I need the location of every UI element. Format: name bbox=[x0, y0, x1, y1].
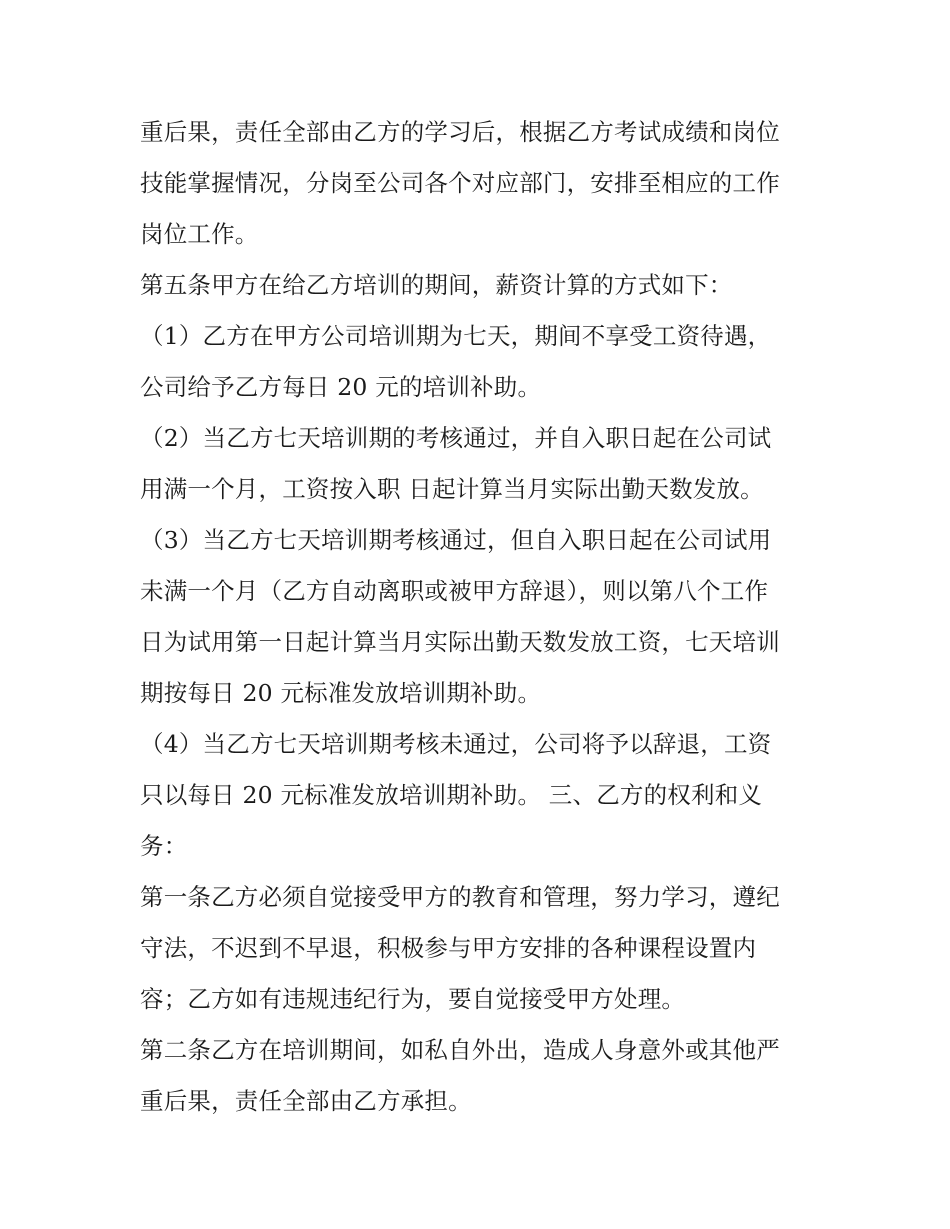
text-line: 用满一个月，工资按入职 日起计算当月实际出勤天数发放。 bbox=[140, 475, 764, 503]
text-line: 守法，不迟到不早退，积极参与甲方安排的各种课程设置内 bbox=[140, 934, 757, 962]
text-line: 第一条乙方必须自觉接受甲方的教育和管理，努力学习，遵纪 bbox=[140, 883, 780, 911]
text-line: 公司给予乙方每日 20 元的培训补助。 bbox=[140, 373, 542, 401]
text-line: 重后果，责任全部由乙方的学习后，根据乙方考试成绩和岗位 bbox=[140, 118, 780, 146]
text-line: （2）当乙方七天培训期的考核通过，并自入职日起在公司试 bbox=[140, 424, 772, 452]
text-line: 岗位工作。 bbox=[140, 220, 259, 248]
text-line: 务： bbox=[140, 832, 188, 860]
text-line: 未满一个月（乙方自动离职或被甲方辞退），则以第八个工作 bbox=[140, 577, 769, 605]
text-line: 容；乙方如有违规违纪行为，要自觉接受甲方处理。 bbox=[140, 985, 686, 1013]
text-line: （4）当乙方七天培训期考核未通过，公司将予以辞退，工资 bbox=[140, 730, 772, 758]
text-line: 只以每日 20 元标准发放培训期补助。 三、乙方的权利和义 bbox=[140, 781, 763, 809]
text-line: 期按每日 20 元标准发放培训期补助。 bbox=[140, 679, 542, 707]
text-line: （1）乙方在甲方公司培训期为七天，期间不享受工资待遇， bbox=[140, 322, 772, 350]
text-line: （3）当乙方七天培训期考核通过，但自入职日起在公司试用 bbox=[140, 526, 772, 554]
text-line: 日为试用第一日起计算当月实际出勤天数发放工资，七天培训 bbox=[140, 628, 780, 656]
text-line: 技能掌握情况，分岗至公司各个对应部门，安排至相应的工作 bbox=[140, 169, 780, 197]
document-body bbox=[140, 107, 820, 1127]
text-line: 第二条乙方在培训期间，如私自外出，造成人身意外或其他严 bbox=[140, 1036, 780, 1064]
text-line: 第五条甲方在给乙方培训的期间，薪资计算的方式如下： bbox=[140, 271, 733, 299]
text-line: 重后果，责任全部由乙方承担。 bbox=[140, 1087, 472, 1115]
